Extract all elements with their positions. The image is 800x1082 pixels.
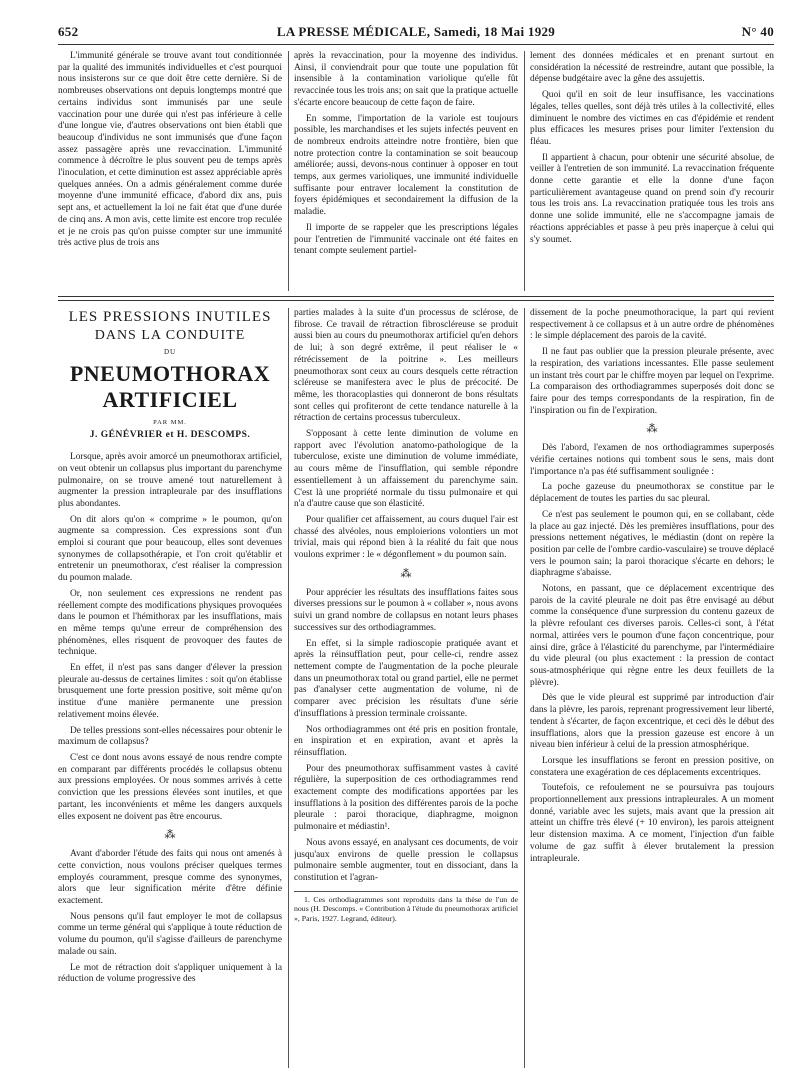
paragraph: Il ne faut pas oublier que la pression pleurale présente, avec la respiration, des variations incessantes. Elle passe seulement un instant très court par le chiffre moyen par lequel on l'exprime. La comparaison des orthodiagrammes superposés doit donc se faire pour des temps correspondants de la respiration, fin de l'inspiration ou fin de l'expiration. bbox=[530, 347, 774, 416]
paragraph: C'est ce dont nous avons essayé de nous rendre compte en comparant par différents procédés le collapsus obtenu aux pressions employées. Or nous sommes arrivés à cette conviction que les pressions élevées sont inutiles, et que partant, les inconvénients et même les dangers auxquels elles exposent ne doivent pas être encourus. bbox=[58, 752, 282, 822]
paragraph: après la revaccination, pour la moyenne des individus. Ainsi, il conviendrait pour que toute une population fût insensible à la contamination variolique qu'elle fût revaccinée tous les trois ans; on sait que la pratique actuelle s'écarte encore beaucoup de cette façon de faire. bbox=[294, 51, 518, 108]
paragraph: Il importe de se rappeler que les prescriptions légales pour l'entretien de l'immunité vaccinale ont été faites en tenant compte seulement partiel- bbox=[294, 222, 518, 257]
paragraph: Notons, en passant, que ce déplacement excentrique des parois de la cavité pleurale ne doit pas être envisagé au début comme la conséquence d'une surpression du contenu gazeux de la plèvre refoulant ces diverses parois. Celles-ci sont, à l'état normal, attirées vers le poumon d'une façon concentrique, pour ainsi dire, grâce à l'élasticité du parenchyme, par l'intermédiaire du vide pleural (ou plus exactement : la pression de contact sous-atmosphérique qui règne entre les deux feuillets de la plèvre). bbox=[530, 584, 774, 688]
paragraph: De telles pressions sont-elles nécessaires pour obtenir le maximum de collapsus? bbox=[58, 725, 282, 748]
section-separator: ⁂ bbox=[646, 423, 658, 436]
paragraph: Dès l'abord, l'examen de nos orthodiagrammes superposés vérifie certaines notions qui tombent sous le sens, mais dont l'importance n'a pas été suffisamment soulignée : bbox=[530, 443, 774, 477]
paragraph: Dès que le vide pleural est supprimé par introduction d'air dans la plèvre, les parois, reprenant progressivement leur liberté, tendent à s'écarter, de façon excentrique, et ceci dès le début des insufflations, alors que la pression gazeuse est encore à un niveau bien inférieur à celui de la pression atmosphérique. bbox=[530, 693, 774, 751]
paragraph: Nous avons essayé, en analysant ces documents, de voir jusqu'aux environs de quelle pression le collapsus pulmonaire semble augmenter, tout en dissociant, dans la constitution et l'agran- bbox=[294, 837, 518, 883]
paragraph: Le mot de rétraction doit s'appliquer uniquement à la réduction de volume progressive des bbox=[58, 962, 282, 985]
paragraph: En effet, il n'est pas sans danger d'élever la pression pleurale au-dessus de certaines limites : soit qu'on établisse brusquement une forte pression positive, soit même qu'on institue d'une manière permanente une pression relativement moins élevée. bbox=[58, 663, 282, 720]
article-title-block bbox=[58, 308, 282, 442]
section-double-rule bbox=[58, 296, 774, 301]
paragraph: L'immunité générale se trouve avant tout conditionnée par la qualité des immunités individuelles et c'est pourquoi nous insisterons sur ce que doit être cette dernière. Si de nombreuses observations ont depuis longtemps montré que certains individus sont immunisés par une seule vaccination pour une durée qui n'est pas inférieure à celle d'une longue vie, d'autres observations ont bien établi que beaucoup d'individus ne sont immunisés que d'une façon assez passagère après une revaccination. L'immunité commence à décroître le plus souvent peu de temps après l'inoculation, et cette diminution est assez appréciable après quelques années. On a admis généralement comme durée moyenne d'une immunité efficace, d'abord dix ans, puis sept ans, et actuellement la loi ne fait état que d'une durée de cinq ans. A mon avis, cette limite est encore trop reculée et je ne crois pas qu'on puisse compter sur une immunité très active plus de trois ans bbox=[58, 51, 282, 249]
article-column-1 bbox=[58, 308, 282, 1068]
paragraph: Quoi qu'il en soit de leur insuffisance, les vaccinations légales, telles quelles, sont déjà très utiles à la collectivité, elles diminuent le nombre des victimes en cas d'épidémie et rendent plus efficaces les mesures prises pour limiter l'extension du fléau. bbox=[530, 90, 774, 147]
article-title-main: PNEUMOTHORAX ARTIFICIEL bbox=[69, 360, 271, 412]
paragraph: Nos orthodiagrammes ont été pris en position frontale, en inspiration et en expiration, avant et après la réinsufflation. bbox=[294, 724, 518, 758]
paragraph: En somme, l'importation de la variole est toujours possible, les marchandises et les sujets infectés peuvent en de nombreux endroits atteindre notre frontière, bien que notre protection contre la contamination se soit beaucoup améliorée; aussi, devons-nous continuer à opposer en tout temps, aux germes varioliques, une immunité individuelle suffisante pour entraver localement la constitution de foyers épidémiques et secondairement la diffusion de la maladie. bbox=[294, 113, 518, 218]
top-column-2 bbox=[294, 51, 518, 291]
paragraph: Ce n'est pas seulement le poumon qui, en se collabant, cède la place au gaz injecté. Dès les premières insufflations, pour des pressions nettement négatives, le médiastin (dont on repère la position par celle de l'ombre cardio-vasculaire) se trouve déplacé vers le poumon sain; la paroi thoracique s'écarte en dehors; le diaphragme s'abaisse. bbox=[530, 509, 774, 579]
article-body-1 bbox=[58, 452, 282, 986]
paragraph: En effet, si la simple radioscopie pratiquée avant et après la réinsufflation peut, pour celle-ci, rendre assez nettement compte de l'augmentation de la poche pleurale dans un pneumothorax total ou grand partiel, elle ne permet pas d'analyser cette augmentation de volume, ni de comparer avec précision les résultats d'une série d'insufflations à pression terminale croissante. bbox=[294, 638, 518, 719]
paragraph: Toutefois, ce refoulement ne se poursuivra pas toujours proportionnellement aux pressions intrapleurales. A un moment donné, variable avec les sujets, mais avant que la pression ait atteint un chiffre très élevé (+ 10 environ), les parois atteignent leur distension maxima. A ce moment, l'injection d'un faible volume de gaz suffit à élever brutalement la pression intrapleurale. bbox=[530, 783, 774, 864]
article-title-line-2: DANS LA CONDUITE bbox=[94, 328, 246, 343]
paragraph: Pour qualifier cet affaissement, au cours duquel l'air est chassé des alvéoles, nous emploierions volontiers un mot trivial, mais qui répond bien à la réalité du fait que nous voulons exprimer : le « dégonflement » du poumon sain. bbox=[294, 514, 518, 561]
page-header bbox=[58, 24, 774, 42]
paragraph: Lorsque les insufflations se feront en pression positive, on constatera une exagération de ces déplacements excentriques. bbox=[530, 755, 774, 778]
byline-prefix: PAR MM. bbox=[153, 418, 187, 426]
running-title: LA PRESSE MÉDICALE, Samedi, 18 Mai 1929 bbox=[276, 24, 556, 39]
paragraph: La poche gazeuse du pneumothorax se constitue par le déplacement de toutes les parties du sac pleural. bbox=[530, 482, 774, 505]
article-body-2 bbox=[294, 308, 518, 885]
column-divider bbox=[524, 308, 525, 1068]
paragraph: Nous pensons qu'il faut employer le mot de collapsus comme un terme général qui s'applique à toute réduction de volume du poumon, qu'il s'agisse d'ailleurs de parenchyme malade ou sain. bbox=[58, 911, 282, 957]
article-title-line-1: LES PRESSIONS INUTILES bbox=[68, 309, 272, 325]
paragraph: Il appartient à chacun, pour obtenir une sécurité absolue, de veiller à l'entretien de son immunité. La revaccination fréquente donne cette garantie et elle la donne d'une façon particulièrement avantageuse quand on prend soin d'y recourir tous les trois ans. La revaccination pratiquée tous les trois ans donne une solide immunité, elle ne s'accompagne jamais de réactions appréciables et passe à peu près inaperçue à celui qui s'y soumet. bbox=[530, 152, 774, 245]
paragraph: lement des données médicales et en prenant surtout en considération la nécessité de restreindre, autant que possible, la dépense budgétaire avec la gêne des assujettis. bbox=[530, 51, 774, 85]
paragraph: S'opposant à cette lente diminution de volume en rapport avec l'évolution anatomo-pathologique de la tuberculose, existe une diminution de volume immédiate, au cours même de l'insufflation, qui semble répondre essentiellement à un affaissement du parenchyme sain. C'est là une propriété normale du tissu pulmonaire et qui n'a d'autre cause que son élasticité. bbox=[294, 429, 518, 510]
header-rule bbox=[58, 44, 774, 45]
column-divider bbox=[288, 308, 289, 1068]
paragraph: Lorsque, après avoir amorcé un pneumothorax artificiel, on veut obtenir un collapsus plus important du parenchyme pulmonaire, on se trouve amené tout naturellement à augmenter la pression intrapleurale par des insufflations plus abondantes. bbox=[58, 452, 282, 509]
column-divider bbox=[524, 51, 525, 291]
paragraph: Pour des pneumothorax suffisamment vastes à cavité régulière, la superposition de ces orthodiagrammes rend exactement compte des modifications apportées par les insufflations à la position des différentes parois de la poche pleurale : paroi thoracique, diaphragme, moignon pulmonaire et médiastin¹. bbox=[294, 763, 518, 833]
issue-number: N° 40 bbox=[741, 24, 774, 39]
article-column-3 bbox=[530, 308, 774, 1068]
paragraph: On dit alors qu'on « comprime » le poumon, qu'on augmente sa compression. Ces expressions sont d'un emploi si courant que pour beaucoup, elles sont devenues synonymes de collapsothérapie, et l'on croit qu'établir et entretenir un pneumothorax, c'est réaliser la compression du poumon malade. bbox=[58, 514, 282, 584]
paragraph: Avant d'aborder l'étude des faits qui nous ont amenés à cette conviction, nous voulons préciser quelques termes employés couramment, presque comme des synonymes, alors que leur signification mérite d'être définie exactement. bbox=[58, 849, 282, 907]
section-separator: ⁂ bbox=[164, 829, 176, 842]
top-column-1 bbox=[58, 51, 282, 291]
article-body-3 bbox=[530, 308, 774, 865]
paragraph: parties malades à la suite d'un processus de sclérose, de fibrose. Ce travail de rétraction fibroscléreuse se produit aussi bien au cours du pneumothorax artificiel qu'en dehors de lui; à son degré extrême, il peut réaliser le « rétrécissement de la poitrine ». Les meilleurs pneumothorax sont ceux au cours desquels cette rétraction scléreuse se manifestera avec le plus de précocité. De même, les thoracoplasties qui donneront de bons résultats sont celles qui profiteront de cette tendance naturelle à la rétraction de certains processus tuberculeux. bbox=[294, 308, 518, 424]
paragraph: Or, non seulement ces expressions ne rendent pas réellement compte des modifications physiques provoquées dans le poumon et l'hémithorax par les insufflations, mais en même temps qu'une erreur de compréhension des phénomènes, elles risquent de provoquer des fautes de technique. bbox=[58, 588, 282, 658]
footnote: 1. Ces orthodiagrammes sont reproduits dans la thèse de l'un de nous (H. Descomps. « Contribution à l'étude du pneumothorax artificiel », Paris, 1927. Legrand, éditeur). bbox=[294, 891, 518, 924]
paragraph: dissement de la poche pneumothoracique, la part qui revient respectivement à ce collapsus et à un autre ordre de phénomènes : le simple déplacement des parois de la cavité. bbox=[530, 308, 774, 342]
article-column-2 bbox=[294, 308, 518, 1068]
paragraph: Pour apprécier les résultats des insufflations faites sous diverses pressions sur le poumon à « collaber », nous avons suivi un grand nombre de collapsus en notant leurs phases successives sur des orthodiagrammes. bbox=[294, 587, 518, 633]
column-divider bbox=[288, 51, 289, 291]
top-column-3 bbox=[530, 51, 774, 291]
section-separator: ⁂ bbox=[400, 567, 412, 580]
page-number: 652 bbox=[58, 24, 79, 39]
authors: J. GÉNÉVRIER et H. DESCOMPS. bbox=[89, 430, 251, 441]
article-title-line-3: DU bbox=[163, 348, 177, 356]
